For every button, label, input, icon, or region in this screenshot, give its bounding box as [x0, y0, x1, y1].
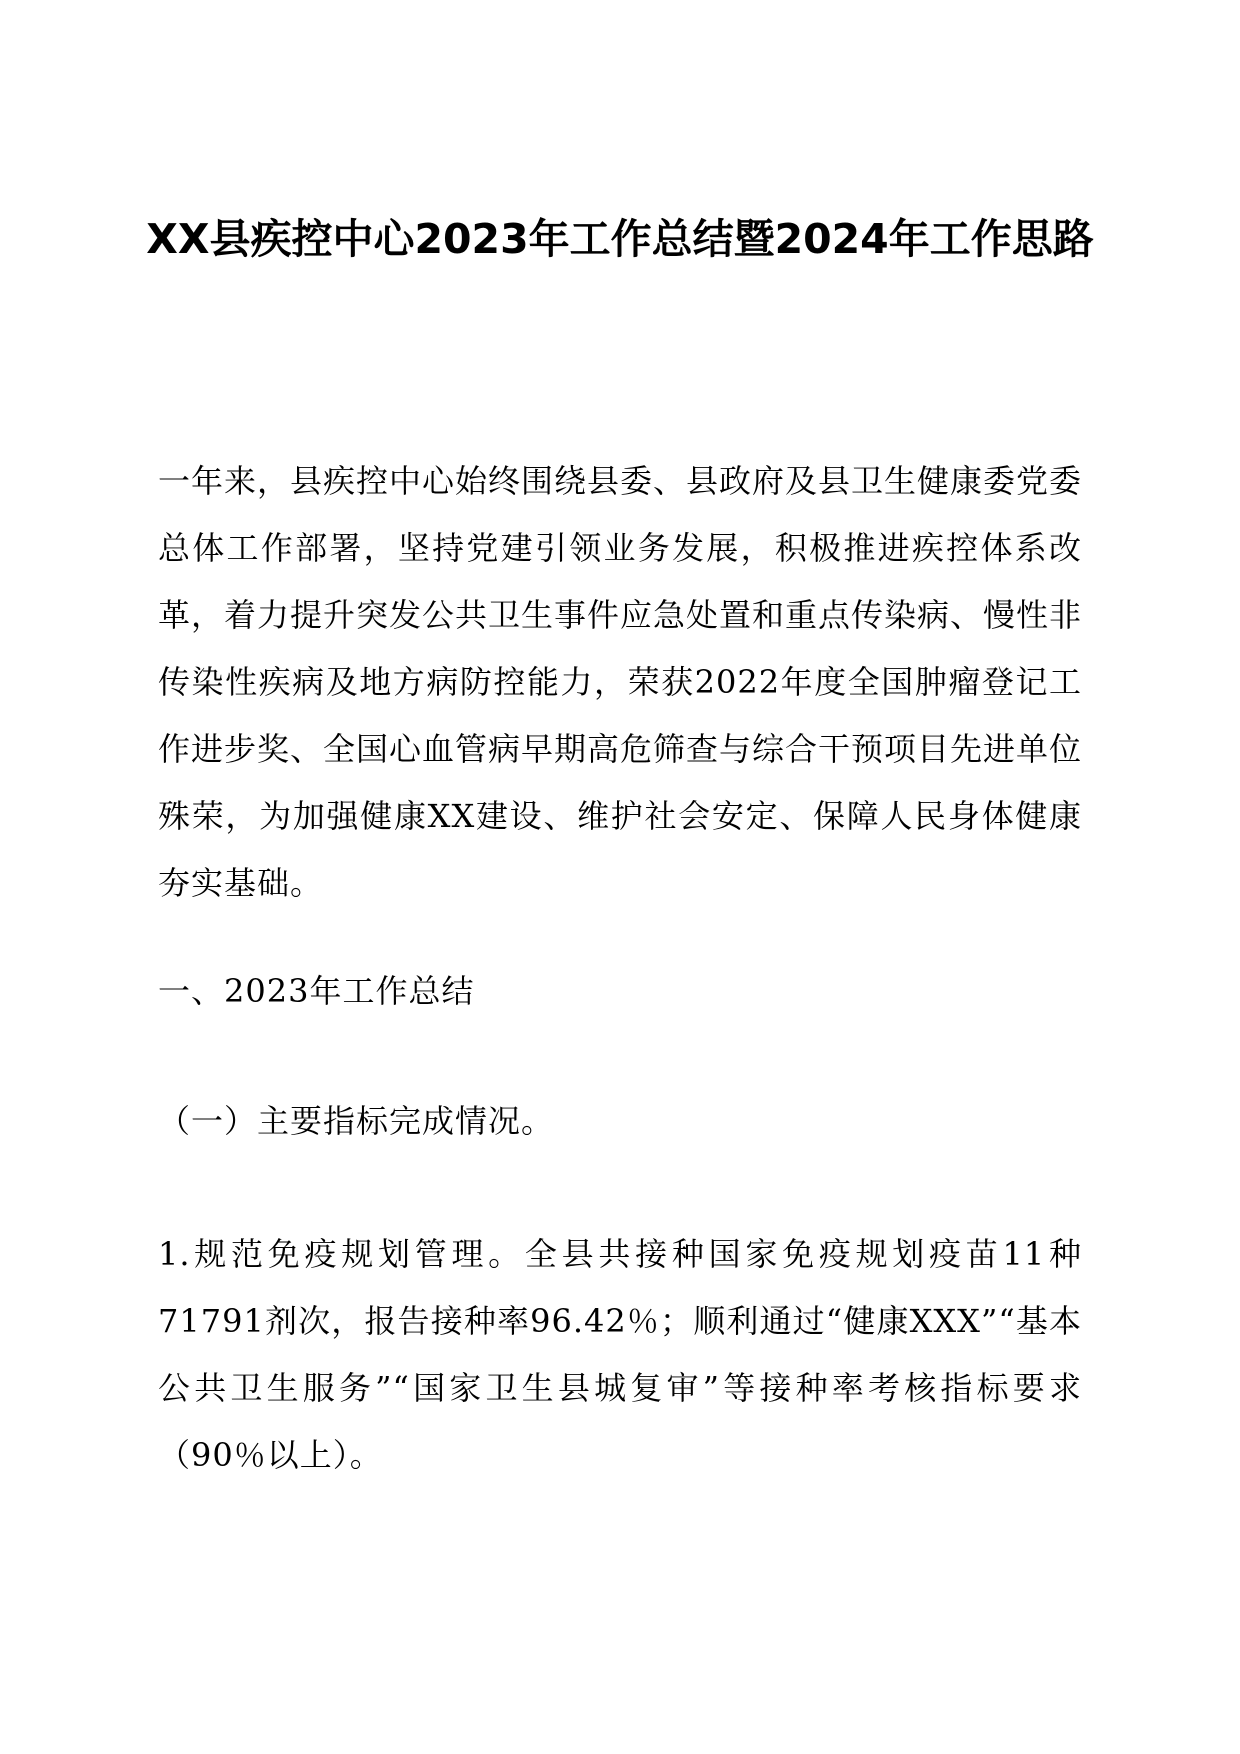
item-paragraph: 1.规范免疫规划管理。全县共接种国家免疫规划疫苗11种71791剂次，报告接种率96.42％；顺利通过“健康XXX”“基本公共卫生服务”“国家卫生县城复审”等接种率考核指标要求（90％以上）。: [158, 1235, 1082, 1474]
document-title: XX县疾控中心2023年工作总结暨2024年工作思路: [146, 215, 1094, 263]
section-heading: 一、2023年工作总结: [158, 972, 475, 1010]
subsection-heading: （一）主要指标完成情况。: [158, 1102, 555, 1140]
intro-paragraph: 一年来，县疾控中心始终围绕县委、县政府及县卫生健康委党委总体工作部署，坚持党建引领业务发展，积极推进疾控体系改革，着力提升突发公共卫生事件应急处置和重点传染病、慢性非传染性疾病及地方病防控能力，荣获2022年度全国肿瘤登记工作进步奖、全国心血管病早期高危筛查与综合干预项目先进单位殊荣，为加强健康XX建设、维护社会安定、保障人民身体健康夯实基础。: [158, 462, 1083, 902]
